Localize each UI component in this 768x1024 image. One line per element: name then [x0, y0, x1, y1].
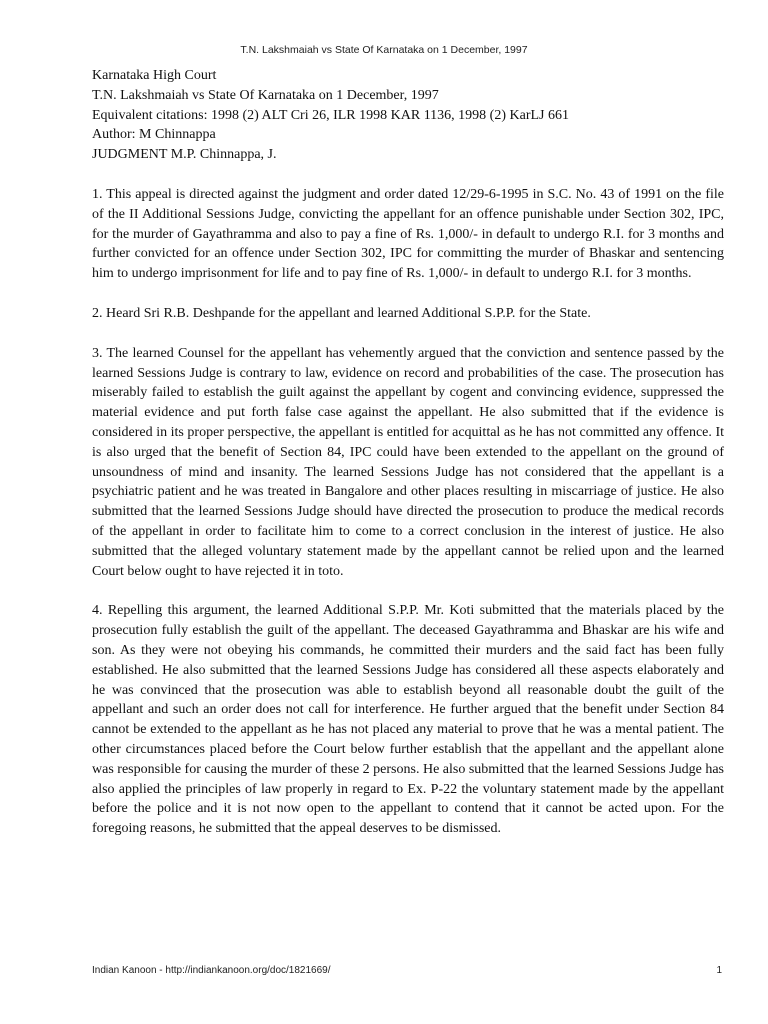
document-body — [92, 66, 724, 859]
running-header: T.N. Lakshmaiah vs State Of Karnataka on 1 December, 1997 — [240, 44, 528, 56]
equivalent-citations: Equivalent citations: 1998 (2) ALT Cri 26, ILR 1998 KAR 1136, 1998 (2) KarLJ 661 — [92, 107, 569, 123]
case-metadata — [92, 66, 724, 165]
source-link[interactable]: Indian Kanoon - http://indiankanoon.org/doc/1821669/ — [92, 965, 331, 976]
case-title: T.N. Lakshmaiah vs State Of Karnataka on 1 December, 1997 — [92, 87, 439, 103]
paragraph-1: 1. This appeal is directed against the judgment and order dated 12/29-6-1995 in S.C. No. 43 of 1991 on the file of the II Additional Sessions Judge, convicting the appellant for an offence punishable under Section 302, IPC, for the murder of Gayathramma and also to pay a fine of Rs. 1,000/- in default to undergo R.I. for 3 months and further convicted for an offence under Section 302, IPC for committing the murder of Bhaskar and sentencing him to undergo imprisonment for life and to pay fine of Rs. 1,000/- in default to undergo R.I. for 3 months. — [92, 186, 724, 282]
author: Author: M Chinnappa — [92, 127, 216, 143]
paragraph-3: 3. The learned Counsel for the appellant has vehemently argued that the conviction and sentence passed by the learned Sessions Judge is contrary to law, evidence on record and probabilities of the case. The prosecution has miserably failed to establish the guilt against the appellant by cogent and convincing evidence, suppressed the material evidence and put forth false case against the appellant. He also submitted that if the evidence is considered in its proper perspective, the appellant is entitled for acquittal as he has not committed any offence. It is also urged that the benefit of Section 84, IPC could have been extended to the appellant on the ground of unsoundness of mind and insanity. The learned Sessions Judge has not considered that the appellant is a psychiatric patient and he was treated in Bangalore and other places resulting in miscarriage of justice. He also submitted that the learned Sessions Judge should have directed the prosecution to produce the medical records of the appellant in order to facilitate him to come to a correct conclusion in the interest of justice. He also submitted that the alleged voluntary statement made by the appellant cannot be relied upon and the learned Court below ought to have rejected it in toto. — [92, 345, 724, 579]
paragraph-4: 4. Repelling this argument, the learned Additional S.P.P. Mr. Koti submitted that the materials placed by the prosecution fully establish the guilt of the appellant. The deceased Gayathramma and Bhaskar are his wife and son. As they were not obeying his commands, he committed their murders and the said fact has been fully established. He also submitted that the learned Sessions Judge has considered all these aspects elaborately and he was convinced that the prosecution was able to establish beyond all reasonable doubt the guilt of the appellant and such an order does not call for interference. He further argued that the benefit under Section 84 cannot be extended to the appellant as he has not placed any material to prove that he was a mental patient. The other circumstances placed before the Court below further establish that the appellant and the appellant alone was responsible for causing the murder of these 2 persons. He also submitted that the learned Sessions Judge has also applied the principles of law properly in regard to Ex. P-22 the voluntary statement made by the appellant before the police and it is not now open to the appellant to contend that it cannot be acted upon. For the foregoing reasons, he submitted that the appeal deserves to be dismissed. — [92, 603, 724, 837]
page-footer — [92, 965, 722, 976]
page-number: 1 — [716, 965, 722, 976]
paragraph-2: 2. Heard Sri R.B. Deshpande for the appellant and learned Additional S.P.P. for the State. — [92, 305, 591, 321]
judgment-heading: JUDGMENT M.P. Chinnappa, J. — [92, 147, 277, 163]
court-name: Karnataka High Court — [92, 68, 217, 83]
